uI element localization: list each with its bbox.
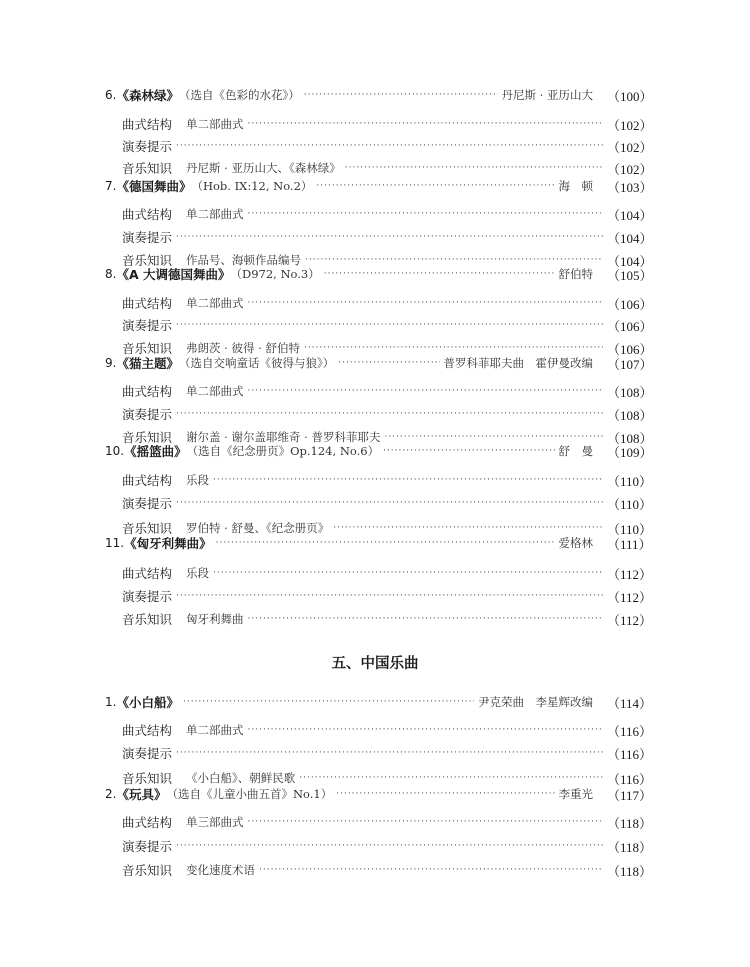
dot-leader (176, 586, 603, 606)
entry-number: 2. (105, 787, 117, 801)
page-number: （108） (607, 384, 653, 400)
page-number: （102） (607, 161, 653, 177)
entry-number: 6. (105, 88, 117, 102)
page-number: （117） (607, 787, 653, 803)
toc-subentry (122, 158, 653, 178)
subentry-label: 曲式结构 (122, 384, 173, 399)
dot-leader (176, 315, 603, 335)
page-number: （103） (607, 179, 653, 195)
entry-author: 普罗科菲耶夫曲 霍伊曼改编 (443, 356, 593, 370)
entry-number: 11. (105, 536, 125, 550)
subentry-text: 单二部曲式 (186, 384, 244, 398)
toc-entry (105, 176, 653, 196)
subentry-label: 音乐知识 (122, 771, 173, 786)
page-number: （116） (607, 723, 653, 739)
entry-author: 李重光 (558, 787, 593, 801)
subentry-label: 音乐知识 (122, 341, 173, 356)
entry-source: （选自交响童话《彼得与狼》） (178, 356, 335, 370)
toc-subentry (122, 493, 653, 513)
toc-subentry (122, 586, 653, 606)
page-number: （102） (607, 117, 653, 133)
subentry-text: 变化速度术语 (186, 863, 256, 877)
dot-leader (248, 812, 603, 832)
page-number: （105） (607, 267, 653, 283)
dot-leader (176, 836, 603, 856)
toc-subentry (122, 609, 653, 629)
entry-title: 《摇篮曲》 (124, 444, 187, 459)
subentry-text: 乐段 (186, 566, 210, 580)
subentry-text: 乐段 (186, 473, 210, 487)
subentry-label: 曲式结构 (122, 117, 173, 132)
dot-leader (176, 136, 603, 156)
toc-subentry (122, 720, 653, 740)
entry-title: 《A 大调德国舞曲》 (116, 267, 231, 282)
subentry-label: 曲式结构 (122, 566, 173, 581)
subentry-text: 单三部曲式 (186, 815, 244, 829)
subentry-text: 单二部曲式 (186, 296, 244, 310)
subentry-label: 演奏提示 (122, 230, 173, 245)
page-number: （112） (607, 589, 653, 605)
subentry-label: 演奏提示 (122, 746, 173, 761)
toc-subentry (122, 136, 653, 156)
subentry-label: 演奏提示 (122, 139, 173, 154)
subentry-label: 音乐知识 (122, 863, 173, 878)
dot-leader (248, 293, 603, 313)
toc-subentry (122, 812, 653, 832)
subentry-text: 罗伯特 · 舒曼、《纪念册页》 (186, 521, 330, 535)
entry-source: （Hob. IX:12, No.2） (191, 179, 313, 193)
toc-subentry (122, 404, 653, 424)
toc-entry (105, 441, 653, 461)
entry-number: 10. (105, 444, 125, 458)
subentry-text: 谢尔盖 · 谢尔盖耶维奇 · 普罗科菲耶夫 (186, 430, 381, 444)
dot-leader (324, 264, 555, 284)
toc-subentry (122, 563, 653, 583)
subentry-text: 匈牙利舞曲 (186, 612, 244, 626)
toc-entry (105, 692, 653, 712)
subentry-label: 音乐知识 (122, 612, 173, 627)
entry-source: （选自《纪念册页》Op.124, No.6） (186, 444, 380, 458)
subentry-label: 曲式结构 (122, 207, 173, 222)
entry-number: 8. (105, 267, 117, 281)
entry-author: 舒伯特 (558, 267, 593, 281)
subentry-label: 演奏提示 (122, 839, 173, 854)
dot-leader (248, 609, 603, 629)
entry-title: 《德国舞曲》 (116, 179, 192, 194)
dot-leader (176, 227, 603, 247)
entry-number: 7. (105, 179, 117, 193)
subentry-label: 曲式结构 (122, 723, 173, 738)
page-number: （111） (607, 536, 652, 552)
page-number: （110） (607, 473, 653, 489)
subentry-label: 曲式结构 (122, 296, 173, 311)
page-number: （118） (607, 815, 653, 831)
entry-author: 尹克荣曲 李星辉改编 (478, 695, 593, 709)
toc-subentry (122, 470, 653, 490)
page-number: （109） (607, 444, 653, 460)
toc-subentry (122, 743, 653, 763)
dot-leader (176, 743, 603, 763)
toc-subentry (122, 227, 653, 247)
subentry-label: 曲式结构 (122, 815, 173, 830)
dot-leader (248, 114, 603, 134)
subentry-label: 演奏提示 (122, 589, 173, 604)
subentry-text: 单二部曲式 (186, 723, 244, 737)
page-number: （118） (607, 863, 653, 879)
dot-leader (304, 85, 498, 105)
toc-entry (105, 533, 652, 553)
subentry-text: 丹尼斯 · 亚历山大、《森林绿》 (186, 161, 341, 175)
dot-leader (176, 404, 603, 424)
page-number: （106） (607, 341, 653, 357)
page-number: （114） (607, 695, 653, 711)
entry-author: 丹尼斯 · 亚历山大 (501, 88, 593, 102)
toc-entry (105, 264, 653, 284)
entry-number: 1. (105, 695, 117, 709)
dot-leader (213, 563, 603, 583)
subentry-label: 音乐知识 (122, 521, 173, 536)
dot-leader (259, 860, 603, 880)
page-number: （112） (607, 612, 653, 628)
subentry-label: 曲式结构 (122, 473, 173, 488)
page-number: （104） (607, 230, 653, 246)
page-number: （106） (607, 318, 653, 334)
dot-leader (248, 381, 603, 401)
page-number: （104） (607, 253, 653, 269)
toc-subentry (122, 114, 653, 134)
entry-title: 《森林绿》 (116, 88, 179, 103)
dot-leader (216, 533, 555, 553)
page-number: （104） (607, 207, 653, 223)
page-number: （116） (607, 746, 653, 762)
dot-leader (345, 158, 603, 178)
page-number: （112） (607, 566, 653, 582)
subentry-text: 单二部曲式 (186, 207, 244, 221)
dot-leader (336, 784, 554, 804)
toc-entry (105, 85, 653, 105)
entry-title: 《猫主题》 (116, 356, 179, 371)
subentry-label: 演奏提示 (122, 407, 173, 422)
dot-leader (338, 353, 439, 373)
entry-source: （选自《儿童小曲五首》No.1） (166, 787, 333, 801)
subentry-text: 《小白船》、朝鲜民歌 (186, 771, 296, 785)
subentry-text: 弗朗茨 · 彼得 · 舒伯特 (186, 341, 300, 355)
entry-author: 爱格林 (558, 536, 593, 550)
toc-subentry (122, 293, 653, 313)
toc-subentry (122, 836, 653, 856)
entry-title: 《玩具》 (116, 787, 167, 802)
page-number: （106） (607, 296, 653, 312)
entry-number: 9. (105, 356, 117, 370)
entry-title: 《小白船》 (116, 695, 179, 710)
subentry-label: 音乐知识 (122, 430, 173, 445)
page-number: （110） (607, 521, 653, 537)
subentry-label: 演奏提示 (122, 318, 173, 333)
subentry-label: 音乐知识 (122, 161, 173, 176)
toc-entry (105, 353, 653, 373)
subentry-text: 作品号、海顿作品编号 (186, 253, 302, 267)
dot-leader (183, 692, 474, 712)
section-heading: 五、中国乐曲 (331, 656, 419, 672)
subentry-text: 单二部曲式 (186, 117, 244, 131)
entry-author: 舒 曼 (558, 444, 593, 458)
page-number: （108） (607, 407, 653, 423)
dot-leader (176, 493, 603, 513)
toc-subentry (122, 204, 653, 224)
dot-leader (213, 470, 603, 490)
page-number: （102） (607, 139, 653, 155)
dot-leader (248, 720, 603, 740)
entry-source: （选自《色彩的水花》） (178, 88, 300, 102)
dot-leader (383, 441, 554, 461)
entry-title: 《匈牙利舞曲》 (124, 536, 212, 551)
toc-subentry (122, 315, 653, 335)
toc-subentry (122, 860, 653, 880)
dot-leader (316, 176, 554, 196)
page-number: （108） (607, 430, 653, 446)
entry-source: （D972, No.3） (230, 267, 320, 281)
subentry-label: 演奏提示 (122, 496, 173, 511)
toc-subentry (122, 381, 653, 401)
page-number: （116） (607, 771, 653, 787)
page-number: （110） (607, 496, 653, 512)
subentry-label: 音乐知识 (122, 253, 173, 268)
page-number: （100） (607, 88, 653, 104)
page-number: （107） (607, 356, 653, 372)
page-number: （118） (607, 839, 653, 855)
entry-author: 海 顿 (558, 179, 593, 193)
dot-leader (248, 204, 603, 224)
toc-entry (105, 784, 653, 804)
